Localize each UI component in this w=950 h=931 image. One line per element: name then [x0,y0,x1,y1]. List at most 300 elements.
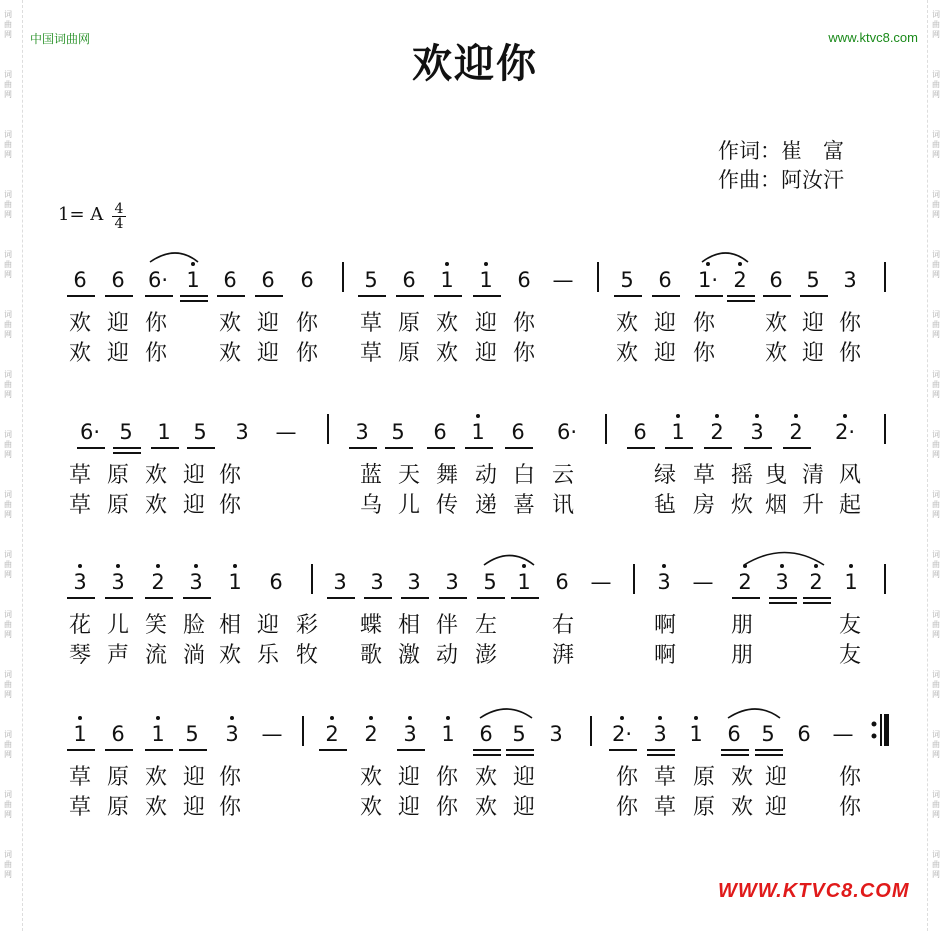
note: — [261,722,283,746]
lyric-char: 儿 [397,493,420,518]
lyric-char: 彩 [295,613,318,638]
edge-watermark-glyph: 词 [4,430,12,439]
note: 5 [119,420,133,444]
note: 6 [269,570,283,594]
note: 1 [474,268,498,292]
site-logo[interactable] [718,880,910,903]
lyric-char: 欢 [68,341,91,366]
lyric-char: 你 [512,311,535,336]
note: 3 [235,420,249,444]
edge-watermark-glyph: 网 [932,150,940,159]
lyric-char: 花 [68,613,91,638]
lyric-char: 友 [838,643,861,668]
lyric-char: 迎 [182,765,205,790]
time-signature-top: 4 [112,202,126,217]
note: 2 [359,722,383,746]
note: 5 [391,420,405,444]
lyric-char: 儿 [106,613,129,638]
lyric-char: 曳 [764,463,787,488]
lyric-char: 欢 [435,341,458,366]
lyric-char: 迎 [397,765,420,790]
key-signature: 1= A [58,204,104,225]
edge-watermark-glyph: 网 [4,450,12,459]
edge-watermark-glyph: 词 [932,250,940,259]
edge-watermark-glyph: 曲 [932,740,940,749]
lyric-char: 伴 [435,613,458,638]
edge-watermark-glyph: 词 [4,250,12,259]
lyric-char: 你 [218,463,241,488]
lyric-char: 欢 [144,795,167,820]
edge-watermark-glyph: 网 [932,630,940,639]
edge-watermark-glyph: 网 [4,630,12,639]
edge-watermark-glyph: 曲 [4,320,12,329]
note: 5 [620,268,634,292]
edge-watermark-glyph: 曲 [932,260,940,269]
lyricist-credit: 作词：崔 富 [718,139,844,163]
note: — [275,420,297,444]
lyric-char: 喜 [512,493,535,518]
lyric-char: 草 [68,795,91,820]
lyric-char: 歌 [359,643,382,668]
edge-watermark-glyph: 网 [4,690,12,699]
lyric-char: 欢 [730,795,753,820]
lyric-char: 迎 [106,341,129,366]
edge-watermark-glyph: 词 [932,670,940,679]
lyric-char: 清 [801,463,824,488]
edge-watermark-glyph: 网 [932,210,940,219]
slur [484,556,534,566]
site-url-right[interactable]: www.ktvc8.com [828,30,918,45]
lyric-char: 草 [68,765,91,790]
note: 6 [111,722,125,746]
site-name-left[interactable]: 中国词曲网 [30,32,91,46]
lyric-char: 琴 [68,643,91,668]
lyric-char: 欢 [730,765,753,790]
edge-watermark-glyph: 词 [932,190,940,199]
lyric-char: 递 [474,493,497,518]
lyric-char: 笑 [144,613,167,638]
edge-watermark-glyph: 网 [4,210,12,219]
edge-watermark-glyph: 曲 [4,380,12,389]
note: 3 [770,570,794,594]
edge-watermark-glyph: 网 [932,510,940,519]
note: 3 [370,570,384,594]
edge-watermark-glyph: 网 [4,390,12,399]
lyric-char: 原 [692,795,715,820]
lyric-char: 迎 [512,765,535,790]
lyric-char: 草 [68,463,91,488]
edge-watermark-glyph: 词 [4,190,12,199]
lyric-char: 欢 [764,341,787,366]
lyric-char: 草 [359,341,382,366]
lyric-char: 欢 [218,341,241,366]
note: 1 [146,722,170,746]
note: 6 [517,268,531,292]
note: 6· [79,420,101,444]
lyric-char: 乐 [256,643,279,668]
lyric-char: 左 [474,613,497,638]
edge-watermark-glyph: 网 [932,270,940,279]
lyric-char: 迎 [474,311,497,336]
lyric-char: 啊 [653,643,676,668]
edge-watermark-glyph: 曲 [932,380,940,389]
edge-watermark-glyph: 词 [4,310,12,319]
repeat-dot [872,734,877,739]
note: 2 [320,722,344,746]
note: 3 [220,722,244,746]
lyric-char: 白 [512,463,535,488]
lyric-char: 迎 [256,341,279,366]
note: 2 [705,420,729,444]
note: 1· [696,268,720,292]
note: 6 [402,268,416,292]
lyric-char: 动 [435,643,458,668]
edge-watermark-glyph: 词 [4,10,12,19]
lyric-char: 声 [106,643,129,668]
edge-watermark-glyph: 曲 [4,500,12,509]
lyric-char: 欢 [474,765,497,790]
lyric-char: 湃 [551,643,574,668]
edge-watermark-glyph: 曲 [932,20,940,29]
edge-watermark-glyph: 网 [932,90,940,99]
edge-watermark-glyph: 网 [4,90,12,99]
lyric-char: 你 [838,795,861,820]
lyric-char: 天 [397,463,420,488]
lyric-char: 蝶 [359,613,382,638]
edge-watermark-glyph: 词 [4,370,12,379]
note: 3 [398,722,422,746]
lyric-char: 欢 [359,795,382,820]
lyric-char: 迎 [256,311,279,336]
lyric-char: 欢 [359,765,382,790]
composer-credit: 作曲：阿汝汗 [718,168,844,192]
edge-watermark-glyph: 网 [4,510,12,519]
lyric-char: 房 [692,493,715,518]
note: 2 [728,268,752,292]
lyric-char: 迎 [801,341,824,366]
note: 5 [806,268,820,292]
note: 6 [433,420,447,444]
note: 6 [658,268,672,292]
lyric-char: 迎 [764,795,787,820]
lyric-char: 友 [838,613,861,638]
edge-watermark-glyph: 网 [4,810,12,819]
edge-watermark-glyph: 曲 [4,860,12,869]
lyric-char: 传 [435,493,458,518]
edge-watermark-glyph: 网 [932,870,940,879]
lyric-char: 你 [295,341,318,366]
lyric-char: 原 [397,311,420,336]
lyric-char: 你 [218,765,241,790]
lyric-char: 草 [653,765,676,790]
edge-watermark-glyph: 曲 [932,620,940,629]
note: 3 [648,722,672,746]
lyric-char: 迎 [182,795,205,820]
note: 1 [223,570,247,594]
note: 6 [73,268,87,292]
lyric-char: 草 [653,795,676,820]
edge-watermark-glyph: 网 [932,390,940,399]
note: 1 [684,722,708,746]
lyric-char: 升 [801,493,824,518]
note: — [832,722,854,746]
lyric-char: 欢 [218,311,241,336]
note: 3 [106,570,130,594]
lyric-char: 迎 [653,341,676,366]
note: — [590,570,612,594]
edge-watermark-glyph: 词 [932,430,940,439]
lyric-char: 迎 [106,311,129,336]
edge-watermark-glyph: 曲 [4,140,12,149]
edge-watermark-glyph: 曲 [4,800,12,809]
slur [702,253,748,262]
lyric-char: 牧 [295,643,318,668]
edge-watermark-glyph: 词 [932,10,940,19]
lyric-char: 迎 [764,765,787,790]
note: — [552,268,574,292]
song-title: 欢迎你 [412,40,538,87]
final-repeat-barline [880,714,882,746]
note: 3 [184,570,208,594]
lyric-char: 你 [512,341,535,366]
edge-watermark-glyph: 曲 [4,80,12,89]
edge-watermark-glyph: 网 [4,870,12,879]
edge-watermark-glyph: 网 [4,750,12,759]
lyric-char: 绿 [653,463,676,488]
edge-watermark-glyph: 词 [4,670,12,679]
lyric-char: 风 [838,463,861,488]
edge-watermark-glyph: 网 [932,810,940,819]
edge-watermark-glyph: 曲 [932,680,940,689]
lyric-char: 激 [397,643,420,668]
lyric-char: 朋 [730,643,753,668]
note: 3 [445,570,459,594]
lyric-char: 你 [144,341,167,366]
edge-watermark-glyph: 词 [932,610,940,619]
lyric-char: 澎 [474,643,497,668]
note: 5 [483,570,497,594]
lyric-char: 原 [106,795,129,820]
note: 3 [333,570,347,594]
note: 6 [727,722,741,746]
edge-watermark-glyph: 词 [932,490,940,499]
edge-watermark-glyph: 词 [932,850,940,859]
lyric-char: 欢 [615,341,638,366]
lyric-char: 炊 [730,493,753,518]
edge-watermark-glyph: 词 [4,490,12,499]
time-signature-bottom: 4 [114,216,124,232]
edge-watermark-glyph: 词 [932,730,940,739]
edge-watermark-glyph: 曲 [932,560,940,569]
lyric-char: 原 [106,463,129,488]
slur [728,709,780,718]
lyric-char: 你 [435,795,458,820]
note: 1 [435,268,459,292]
note: 2 [804,570,828,594]
edge-watermark-glyph: 词 [932,70,940,79]
lyric-char: 欢 [144,765,167,790]
lyric-char: 草 [359,311,382,336]
edge-watermark-glyph: 词 [932,370,940,379]
lyric-char: 欢 [474,795,497,820]
edge-watermark-glyph: 网 [4,30,12,39]
edge-watermark-glyph: 曲 [932,140,940,149]
lyric-char: 起 [838,493,861,518]
lyric-char: 迎 [801,311,824,336]
logo-text: WWW.KTVC8.COM [718,880,910,902]
note: 3 [652,570,676,594]
lyric-char: 草 [692,463,715,488]
lyric-char: 欢 [218,643,241,668]
note: 5 [761,722,775,746]
lyric-char: 原 [692,765,715,790]
lyric-char: 朋 [730,613,753,638]
edge-watermark-glyph: 网 [932,30,940,39]
lyric-char: 欢 [764,311,787,336]
final-thick-barline [884,714,889,746]
lyric-char: 你 [218,493,241,518]
lyric-char: 乌 [359,493,382,518]
lyric-char: 草 [68,493,91,518]
lyric-char: 你 [692,311,715,336]
note: 2 [784,420,808,444]
lyric-char: 你 [838,341,861,366]
edge-watermark-glyph: 网 [4,270,12,279]
edge-watermark-glyph: 曲 [932,440,940,449]
edge-watermark-glyph: 词 [4,70,12,79]
edge-watermark-glyph: 词 [932,790,940,799]
note: 6 [511,420,525,444]
edge-watermark-glyph: 曲 [4,680,12,689]
lyric-char: 迎 [397,795,420,820]
repeat-dot [872,722,877,727]
note: 6· [147,268,169,292]
lyric-char: 你 [295,311,318,336]
lyric-char: 你 [615,765,638,790]
lyric-char: 淌 [182,643,205,668]
edge-watermark-glyph: 网 [4,330,12,339]
note: 6 [111,268,125,292]
lyric-char: 毡 [653,493,676,518]
edge-watermark-glyph: 词 [4,550,12,559]
note: 5 [193,420,207,444]
note: 1 [157,420,171,444]
lyric-char: 相 [218,613,241,638]
lyric-char: 迎 [653,311,676,336]
slur [150,253,198,262]
edge-watermark-glyph: 曲 [4,620,12,629]
note: 1 [181,268,205,292]
lyric-char: 你 [838,311,861,336]
edge-watermark-glyph: 曲 [4,440,12,449]
edge-watermark-glyph: 曲 [932,200,940,209]
lyric-char: 你 [435,765,458,790]
note: 1 [466,420,490,444]
lyric-char: 原 [397,341,420,366]
note: 5 [512,722,526,746]
lyric-char: 你 [218,795,241,820]
lyric-char: 云 [551,463,574,488]
lyric-char: 讯 [551,493,574,518]
slur [744,553,824,566]
lyric-char: 你 [615,795,638,820]
edge-watermark-glyph: 词 [4,130,12,139]
lyric-char: 脸 [182,613,205,638]
note: 1 [839,570,863,594]
edge-watermark-glyph: 词 [4,730,12,739]
note: 6 [300,268,314,292]
note: 6 [769,268,783,292]
edge-watermark-glyph: 网 [4,150,12,159]
lyric-char: 蓝 [359,463,382,488]
lyric-char: 欢 [435,311,458,336]
edge-watermark-glyph: 词 [932,130,940,139]
edge-watermark-glyph: 词 [932,310,940,319]
note: 3 [68,570,92,594]
lyric-char: 右 [551,613,574,638]
note: 3 [843,268,857,292]
edge-watermark-glyph: 曲 [4,260,12,269]
note: 2· [610,722,634,746]
lyric-char: 欢 [615,311,638,336]
note: — [692,570,714,594]
edge-watermark-glyph: 网 [932,570,940,579]
edge-watermark-glyph: 曲 [932,320,940,329]
edge-watermark-glyph: 曲 [4,200,12,209]
edge-watermark-glyph: 网 [932,330,940,339]
lyric-char: 迎 [182,493,205,518]
note: 2 [733,570,757,594]
lyric-char: 烟 [764,493,787,518]
note: 1 [68,722,92,746]
edge-watermark-glyph: 词 [4,850,12,859]
note: 1 [666,420,690,444]
lyric-char: 相 [397,613,420,638]
lyric-char: 欢 [144,463,167,488]
note: 6 [797,722,811,746]
edge-watermark-glyph: 曲 [4,740,12,749]
lyric-char: 摇 [730,463,753,488]
lyric-char: 舞 [435,463,458,488]
note: 2 [146,570,170,594]
note: 1 [436,722,460,746]
lyric-char: 原 [106,493,129,518]
lyric-char: 动 [474,463,497,488]
lyric-char: 欢 [144,493,167,518]
lyric-char: 欢 [68,311,91,336]
edge-watermark-glyph: 曲 [932,80,940,89]
edge-watermark-glyph: 曲 [4,20,12,29]
edge-watermark-glyph: 曲 [932,800,940,809]
lyric-char: 啊 [653,613,676,638]
edge-watermark-glyph: 曲 [4,560,12,569]
lyric-char: 迎 [256,613,279,638]
edge-watermark-glyph: 网 [4,570,12,579]
note: 5 [364,268,378,292]
lyric-char: 原 [106,765,129,790]
note: 2· [833,420,857,444]
lyric-char: 你 [838,765,861,790]
note: 6· [556,420,578,444]
slur [480,709,532,718]
edge-watermark-glyph: 词 [4,610,12,619]
note: 3 [549,722,563,746]
lyric-char: 迎 [182,463,205,488]
note: 6 [555,570,569,594]
edge-watermark-glyph: 词 [4,790,12,799]
lyric-char: 迎 [512,795,535,820]
note: 1 [512,570,536,594]
